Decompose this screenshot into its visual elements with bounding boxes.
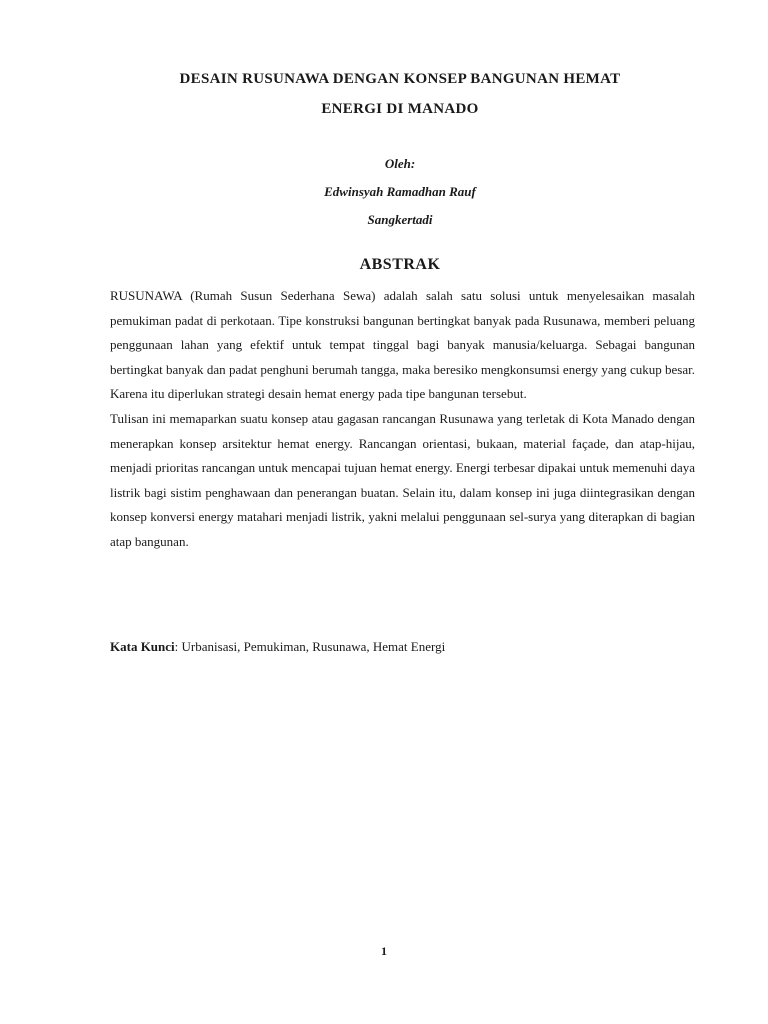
author-name-1: Edwinsyah Ramadhan Rauf xyxy=(324,184,476,199)
keywords-separator: : xyxy=(174,639,182,654)
abstract-heading: ABSTRAK xyxy=(359,256,441,273)
paper-title-line-2: ENERGI DI MANADO xyxy=(321,101,479,117)
byline xyxy=(90,150,710,234)
byline-oleh: Oleh: xyxy=(384,156,416,171)
keywords-text: Urbanisasi, Pemukiman, Rusunawa, Hemat Energi xyxy=(181,639,446,654)
abstract-body xyxy=(110,284,695,555)
paper-title-line-1: DESAIN RUSUNAWA DENGAN KONSEP BANGUNAN HEMAT xyxy=(179,71,621,87)
paper-title xyxy=(90,64,710,124)
keywords-label: Kata Kunci xyxy=(110,639,175,654)
page-number: 1 xyxy=(381,944,387,958)
abstract-paragraph-1: RUSUNAWA (Rumah Susun Sederhana Sewa) adalah salah satu solusi untuk menyelesaikan masalah pemukiman padat di perkotaan. Tipe konstruksi bangunan bertingkat banyak pada Rusunawa, memberi peluang penggunaan lahan yang efektif untuk tempat tinggal bagi banyak manusia/keluarga. Sebagai bangunan bertingkat banyak dan padat penghuni berumah tangga, maka beresiko mengkonsumsi energy yang cukup besar. Karena itu diperlukan strategi desain hemat energy pada tipe bangunan tersebut. xyxy=(110,288,695,402)
author-name-2: Sangkertadi xyxy=(367,212,433,227)
keywords xyxy=(110,635,695,659)
abstract-paragraph-2: Tulisan ini memaparkan suatu konsep atau gagasan rancangan Rusunawa yang terletak di Kota Manado dengan menerapkan konsep arsitektur hemat energy. Rancangan orientasi, bukaan, material façade, dan atap-hijau, menjadi prioritas rancangan untuk mencapai tujuan hemat energy. Energi terbesar dipakai untuk memenuhi daya listrik bagi sistim penghawaan dan penerangan buatan. Selain itu, dalam konsep ini juga diintegrasikan dengan konsep konversi energy matahari menjadi listrik, yakni melalui penggunaan sel-surya yang diterapkan di bagian atap bangunan. xyxy=(110,410,695,549)
